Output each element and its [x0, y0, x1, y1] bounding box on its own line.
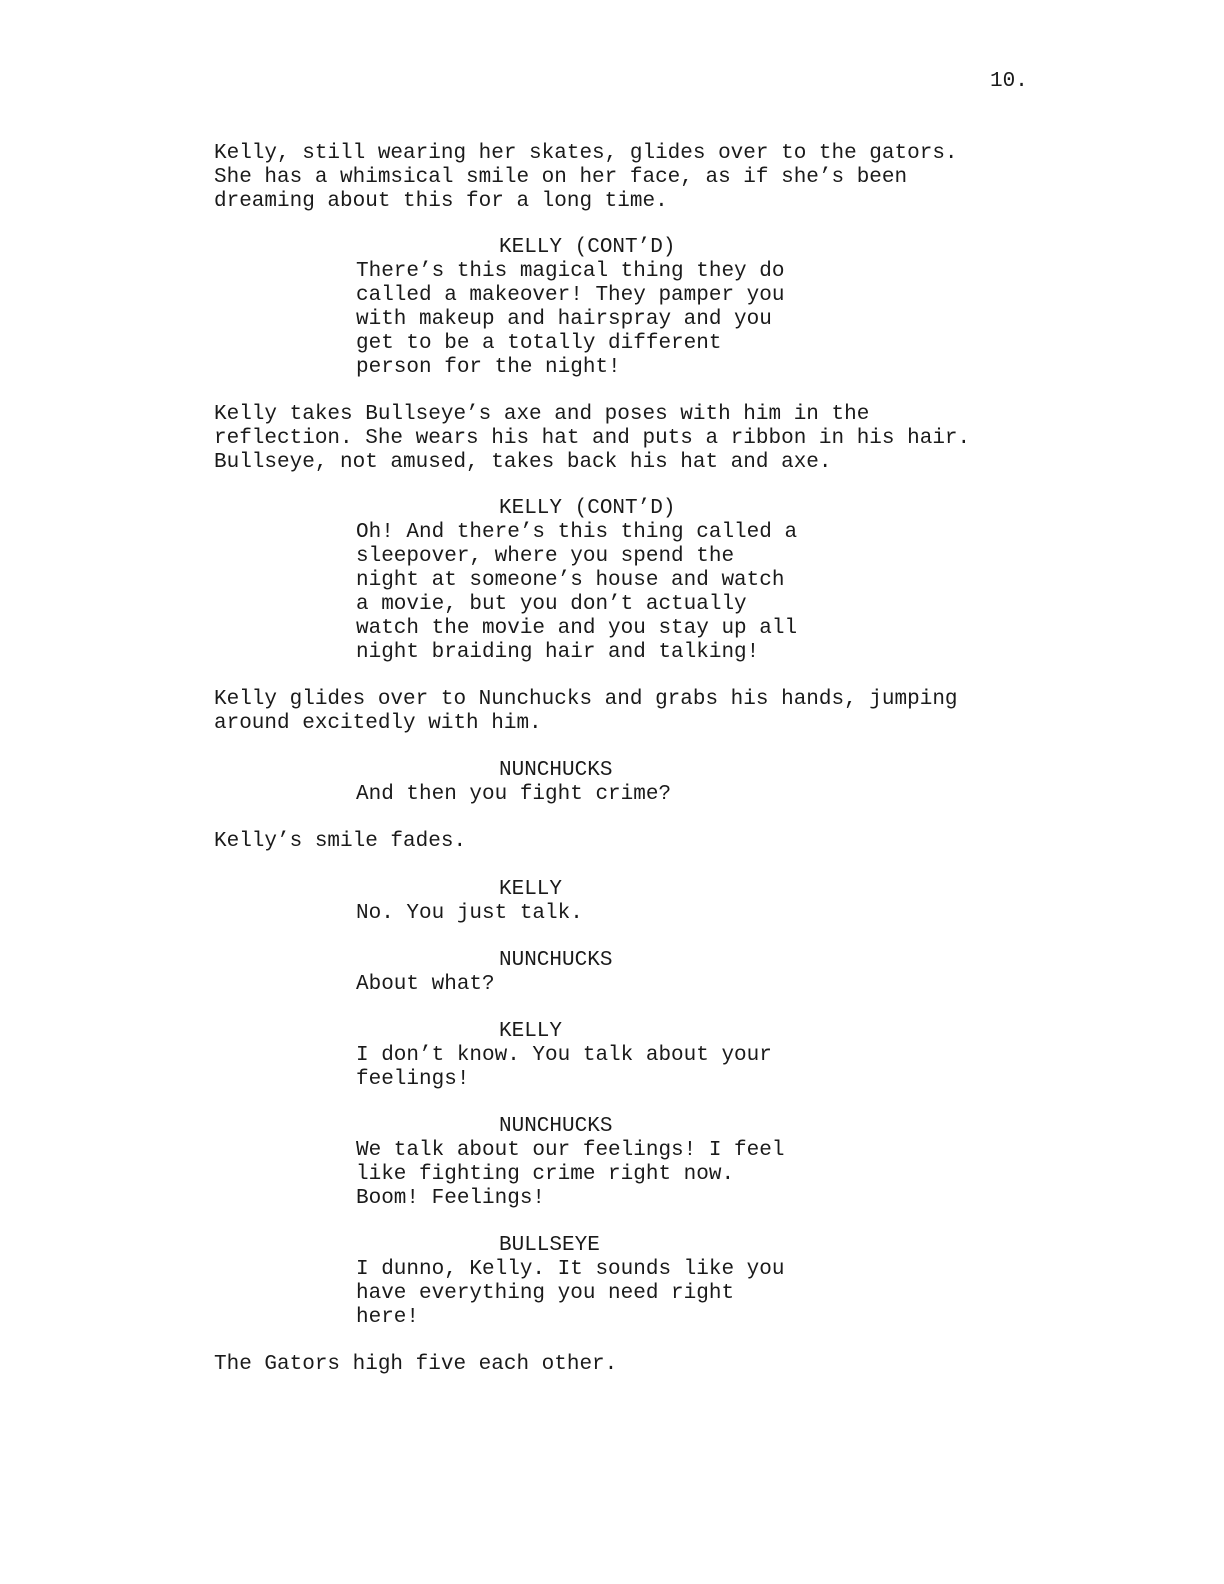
- dialogue: And then you fight crime?: [356, 783, 672, 806]
- character-cue: NUNCHUCKS: [499, 1115, 613, 1138]
- character-cue: BULLSEYE: [499, 1234, 600, 1257]
- dialogue: There’s this magical thing they do called a makeover! They pamper you with makeup and hairspray and you get to be a totally different person for the night!: [356, 260, 785, 379]
- action-line: Kelly takes Bullseye’s axe and poses with him in the reflection. She wears his hat and puts a ribbon in his hair. Bullseye, not amused, takes back his hat and axe.: [214, 403, 971, 474]
- character-cue: KELLY (CONT’D): [499, 236, 676, 259]
- character-cue: NUNCHUCKS: [499, 759, 613, 782]
- character-cue: KELLY: [499, 1020, 563, 1043]
- dialogue: No. You just talk.: [356, 902, 583, 925]
- character-cue: NUNCHUCKS: [499, 949, 613, 972]
- dialogue: I dunno, Kelly. It sounds like you have everything you need right here!: [356, 1258, 785, 1329]
- page-number: 10.: [990, 70, 1028, 93]
- action-line: The Gators high five each other.: [214, 1353, 618, 1376]
- action-line: Kelly’s smile fades.: [214, 830, 467, 853]
- dialogue: About what?: [356, 973, 495, 996]
- action-line: Kelly, still wearing her skates, glides over to the gators. She has a whimsical smile on her face, as if she’s been dreaming about this for a long time.: [214, 142, 958, 213]
- dialogue: Oh! And there’s this thing called a sleepover, where you spend the night at someone’s house and watch a movie, but you don’t actually watch the movie and you stay up all night braiding hair and talking!: [356, 521, 798, 664]
- action-line: Kelly glides over to Nunchucks and grabs his hands, jumping around excitedly with him.: [214, 688, 958, 735]
- character-cue: KELLY (CONT’D): [499, 497, 676, 520]
- dialogue: We talk about our feelings! I feel like fighting crime right now. Boom! Feelings!: [356, 1139, 785, 1210]
- character-cue: KELLY: [499, 878, 563, 901]
- dialogue: I don’t know. You talk about your feelings!: [356, 1044, 772, 1091]
